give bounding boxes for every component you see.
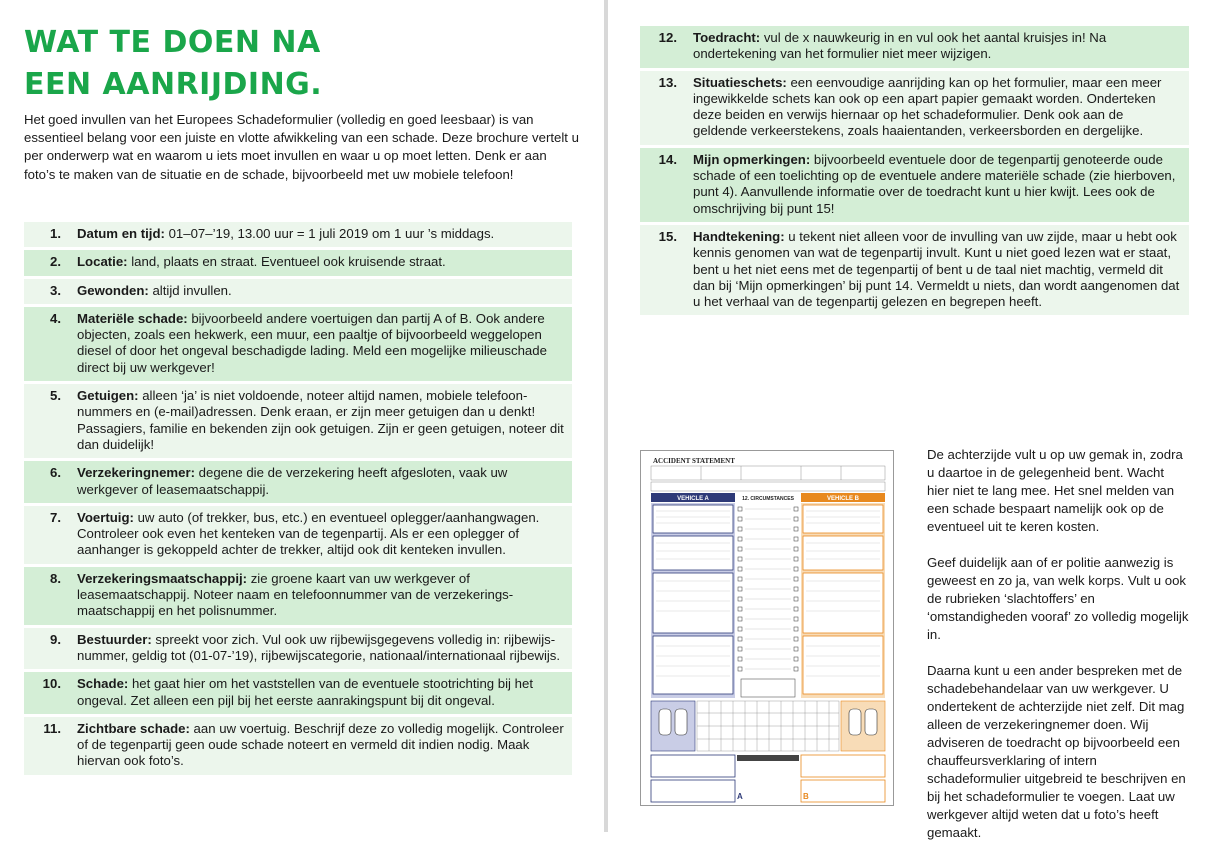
item-text: land, plaats en straat. Eventueel ook kruisende straat.: [127, 254, 446, 270]
instruction-list-left: [24, 222, 572, 778]
remarks-box-a: [651, 755, 735, 777]
item-number: 6.: [50, 465, 61, 481]
instruction-item-15: [640, 225, 1189, 318]
item-number: 8.: [50, 570, 61, 586]
instruction-item-13: [640, 71, 1189, 148]
item-body: [77, 571, 564, 620]
item-body: [77, 254, 564, 270]
item-label: Verzekeringnemer:: [77, 465, 196, 481]
item-text: 01–07–’19, 13.00 uur = 1 juli 2019 om 1 uur ’s middags.: [164, 226, 495, 241]
item-number: 14.: [658, 151, 677, 167]
item-label: Gewonden:: [77, 282, 149, 298]
item-body: [77, 676, 564, 709]
form-illustration: [641, 451, 895, 807]
item-label: Locatie:: [77, 254, 128, 270]
item-label: Handtekening:: [693, 228, 785, 244]
item-text: een eenvoudige aanrijding kan op het formulier, maar een meer ingewikkelde schets kan ook op een apart papier gemaakt worden. Onderteken deze beiden en verwijs hiernaar op het schadeformulier. Denk ook aan de geldende verkeerstekens, zoals haaientanden, verkeersborden en dergelijke.: [693, 74, 1162, 139]
item-body: [77, 465, 564, 498]
item-text: bijvoorbeeld andere voertuigen dan partij A of B. Ook andere objecten, zoals een hekwerk, een muur, een paaltje of bijvoorbeeld weggelopen diesel of door het ongeval beschadigde lading. Meld een mogelijke milieuschade direct bij uw werkgever!: [77, 310, 547, 375]
instruction-item-3: [24, 279, 572, 307]
form-heading: ACCIDENT STATEMENT: [653, 457, 735, 465]
item-body: [77, 226, 564, 242]
vehicle-b-boxes: [803, 505, 883, 694]
instruction-item-7: [24, 506, 572, 567]
item-label: Schade:: [77, 676, 129, 692]
item-number: 12.: [658, 30, 677, 45]
item-label: Bestuurder:: [77, 631, 152, 647]
item-label: Materiële schade:: [77, 310, 188, 326]
instruction-item-9: [24, 628, 572, 673]
vehicle-a-impact-box: [651, 701, 695, 751]
side-paragraph-2: Geef duidelijk aan of er politie aanwezig is geweest en zo ja, van welk korps. Vult u ook de rubrieken ‘slachtoffers’ en ‘omstandigheden vooraf’ zo volledig mogelijk in.: [927, 555, 1189, 642]
item-number: 2.: [50, 254, 61, 270]
item-text: zie groene kaart van uw werkgever of leasemaatschappij. Noteer naam en telefoonnummer van de verzekerings-maatschappij en het polisnummer.: [77, 570, 514, 619]
item-label: Mijn opmerkingen:: [693, 151, 811, 167]
item-label: Toedracht:: [693, 30, 761, 45]
item-body: [77, 283, 564, 299]
item-number: 7.: [50, 509, 61, 525]
instruction-item-12: [640, 26, 1189, 71]
item-body: [77, 510, 564, 559]
vehicle-a-label: VEHICLE A: [677, 496, 709, 502]
item-body: [693, 30, 1181, 63]
item-label: Verzekeringsmaatschappij:: [77, 570, 248, 586]
signature-box-b: [801, 780, 885, 802]
signature-b-letter: B: [803, 792, 809, 801]
item-label: Voertuig:: [77, 509, 134, 525]
instruction-item-4: [24, 307, 572, 384]
sketch-grid: [697, 701, 839, 751]
item-body: [77, 721, 564, 770]
item-text: degene die de verzekering heeft afgesloten, vaak uw werkgever of leasemaatschappij.: [77, 465, 508, 497]
item-number: 10.: [42, 676, 61, 692]
vehicle-b-label: VEHICLE B: [826, 496, 860, 502]
side-paragraph-1: De achterzijde vult u op uw gemak in, zodra u daartoe in de gelegenheid bent. Wacht hier niet te lang mee. Het snel melden van een schade bespaart namelijk ook op de eventueel uit te keren kosten.: [927, 447, 1183, 534]
item-body: [77, 388, 564, 453]
remarks-box-b: [801, 755, 885, 777]
intro-paragraph: Het goed invullen van het Europees Schadeformulier (volledig en goed leesbaar) is van essentieel belang voor een juiste en vlotte afwikkeling van een schade. Deze brochure vertelt u per onderwerp wat en waarom u iets moet invullen en waar u op moet letten. Denk er aan foto’s te maken van de situatie en de schade, bijvoorbeeld met uw mobiele telefoon!: [24, 112, 579, 182]
instruction-item-1: [24, 222, 572, 250]
item-label: Getuigen:: [77, 388, 139, 404]
item-text: u tekent niet alleen voor de invulling van uw zijde, maar u hebt ook kennis genomen van wat de tegenpartij invult. Kunt u niet goed lezen wat er staat, bent u het niet eens met de tegenpartij of bent u de taal niet machtig, vermeld dit dan bij ‘Mijn opmerkingen’ bij punt 14. Vermeldt u niets, dan wordt aangenomen dat u het verhaal van de tegenpartij gelezen en begrepen heeft.: [693, 228, 1180, 310]
item-body: [77, 632, 564, 665]
instruction-item-11: [24, 717, 572, 778]
item-number: 13.: [658, 74, 677, 90]
vehicle-a-boxes: [653, 505, 733, 694]
signature-box-a: [651, 780, 735, 802]
item-text: uw auto (of trekker, bus, etc.) en eventueel oplegger/aanhangwagen. Controleer ook even het kenteken van de tegenpartij. Als er een oplegger of aanhanger is gekoppeld achter de trekker, altijd ook dit kenteken invullen.: [77, 509, 540, 558]
circumstance-lines: [745, 509, 791, 669]
item-body: [693, 75, 1181, 140]
item-number: 1.: [50, 226, 61, 241]
item-number: 15.: [658, 228, 677, 244]
signatures-bar: [737, 755, 799, 761]
instruction-item-5: [24, 384, 572, 461]
crosses-total-box: [741, 679, 795, 697]
item-number: 4.: [50, 310, 61, 326]
item-text: het gaat hier om het vaststellen van de eventuele stootrichting bij het ongeval. Zet alleen een pijl bij het eerste aanrakingspunt bij dit ongeval.: [77, 676, 533, 708]
item-number: 11.: [43, 720, 61, 736]
form-header-boxes: [651, 466, 885, 491]
circumstances-label: 12. CIRCUMSTANCES: [742, 496, 794, 502]
item-body: [77, 311, 564, 376]
item-body: [693, 152, 1181, 217]
item-text: bijvoorbeeld eventuele door de tegenpartij genoteerde oude schade of een toelichting op de eventuele andere materiële schade (zie hierboven, punt 4). Aanvullende informatie over de toedracht kunt u hier kwijt. Lees ook de omschrijving bij punt 15!: [693, 151, 1176, 216]
item-text: aan uw voertuig. Beschrijf deze zo volledig mogelijk. Controleer of de tegenpartij geen oude schade noteert en vermeld dit indien nodig. Maak hiervan ook foto’s.: [77, 720, 564, 769]
item-number: 5.: [50, 388, 61, 404]
side-text: [927, 446, 1189, 860]
left-page: [0, 0, 604, 832]
title-line-2: EEN AANRIJDING.: [24, 67, 323, 102]
instruction-list-right: [640, 26, 1189, 318]
instruction-item-8: [24, 567, 572, 628]
item-label: Zichtbare schade:: [77, 720, 190, 736]
instruction-item-10: [24, 672, 572, 717]
item-text: vul de x nauwkeurig in en vul ook het aantal kruisjes in! Na ondertekening van het formulier niet meer wijzigen.: [693, 30, 1107, 62]
signature-a-letter: A: [737, 792, 743, 801]
item-label: Situatieschets:: [693, 74, 787, 90]
item-text: alleen ‘ja’ is niet voldoende, noteer altijd namen, mobiele telefoon-nummers en (e-mail)adressen. Denk eraan, er zijn meer getuigen dan u denkt! Passagiers, familie en bekenden zijn ook getuigen. Zijn er geen getuigen, noteer dit dan duidelijk!: [77, 388, 564, 452]
item-number: 3.: [50, 282, 61, 298]
instruction-item-6: [24, 461, 572, 506]
accident-statement-form-image: [640, 450, 894, 806]
title-line-1: WAT TE DOEN NA: [24, 25, 321, 60]
page-title: [24, 22, 322, 106]
side-paragraph-3: Daarna kunt u een ander bespreken met de schadebehandelaar van uw werkgever. U ondertekent de achterzijde niet zelf. Dit mag alleen de verzekeringnemer doen. Wij adviseren de toedracht op bijvoorbeeld een chauffeursverklaring of intern schadeformulier uitgebreid te beschrijven en bij het schadeformulier te voegen. Laat uw werkgever altijd weten dat u foto’s heeft gemaakt.: [927, 663, 1186, 840]
instruction-item-2: [24, 250, 572, 278]
instruction-item-14: [640, 148, 1189, 225]
item-label: Datum en tijd:: [77, 226, 165, 241]
item-text: altijd invullen.: [148, 282, 232, 298]
vehicle-b-impact-box: [841, 701, 885, 751]
item-body: [693, 229, 1181, 310]
item-text: spreekt voor zich. Vul ook uw rijbewijsgegevens volledig in: rijbewijs-nummer, geldig tot (01-07-’19), rijbewijscategorie, nationaal/internationaal rijbewijs.: [77, 631, 561, 663]
item-number: 9.: [50, 631, 61, 647]
